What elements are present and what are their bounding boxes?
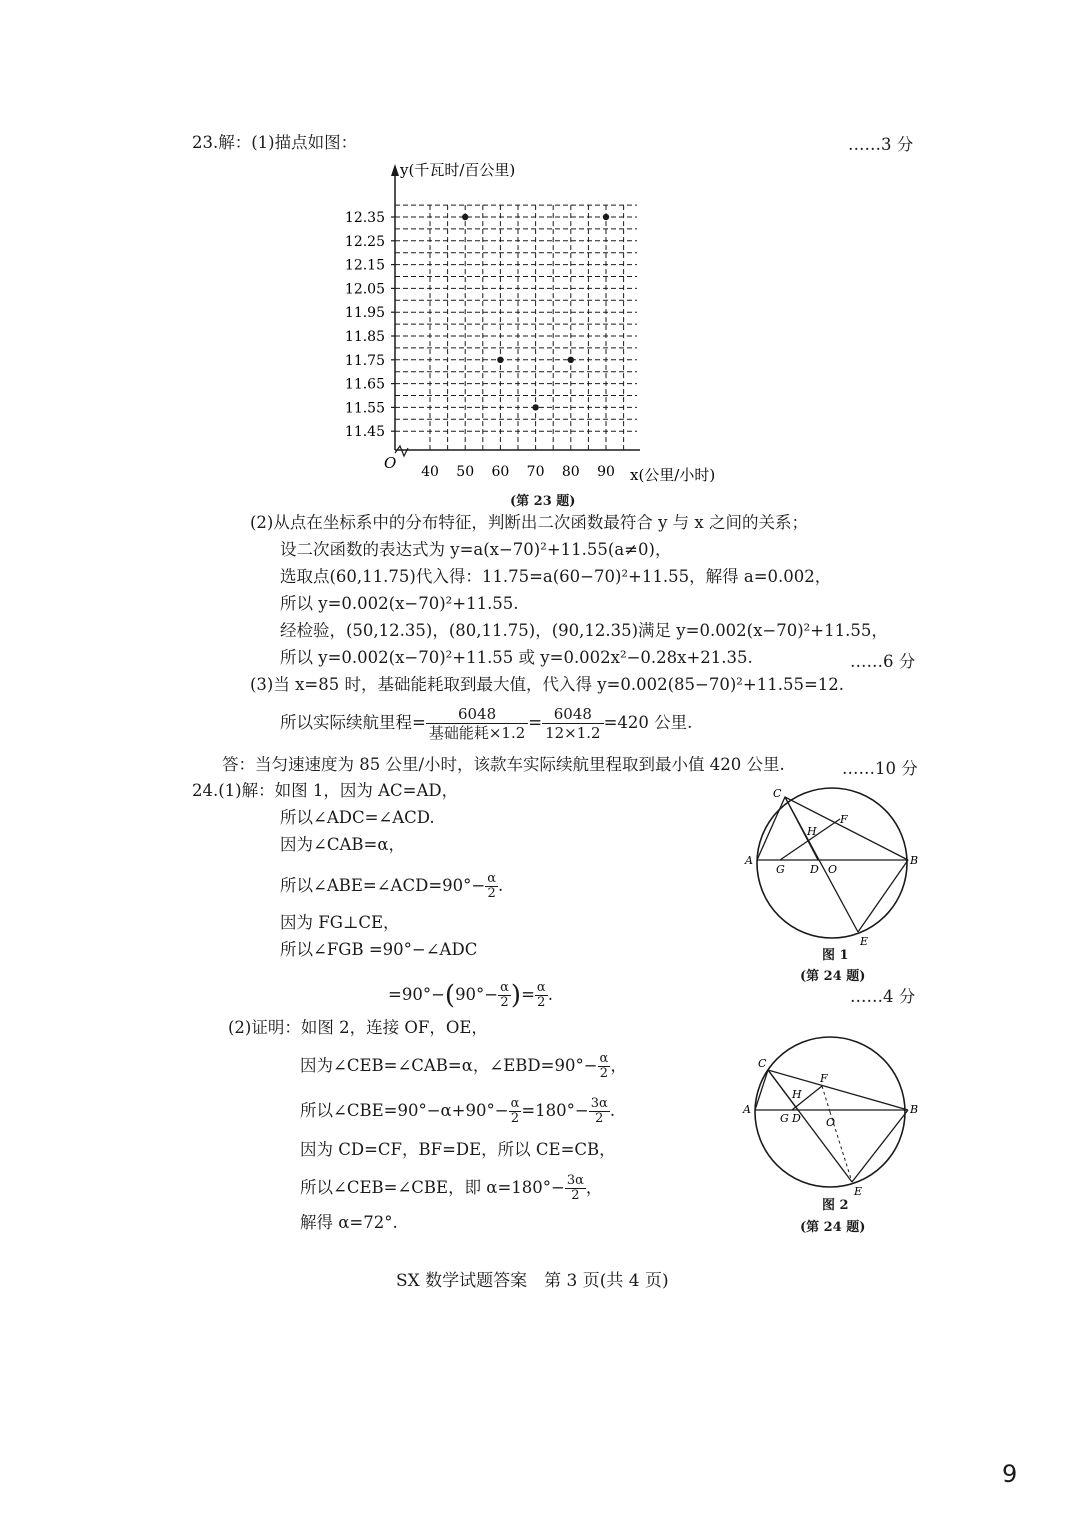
data-point <box>497 357 503 363</box>
fig2-G: G <box>780 1112 789 1125</box>
page-footer: SX 数学试题答案 第 3 页(共 4 页) <box>396 1271 669 1291</box>
q23-answer: 答：当匀速速度为 85 公里/小时，该款车实际续航里程取到最小值 420 公里. <box>222 755 785 774</box>
fig1-D: D <box>810 863 819 876</box>
fig1-H: H <box>807 825 817 838</box>
fig2-label: 图 2 <box>822 1198 849 1213</box>
q23-score-1: ……3 分 <box>848 135 914 154</box>
y-tick-label: 11.55 <box>344 400 385 417</box>
x-tick-label: 60 <box>491 464 510 480</box>
q24-part2-line4: 因为 CD=CF，BF=DE，所以 CE=CB， <box>300 1140 616 1159</box>
q23-figure-caption: (第 23 题) <box>510 494 576 509</box>
q24-part2-line2: 因为∠CEB=∠CAB=α，∠EBD=90°− $\frac{\alpha}{2}$ ， <box>300 1051 627 1081</box>
q24-line5: 因为 FG⊥CE， <box>280 913 400 932</box>
y-tick-label: 11.85 <box>344 329 385 345</box>
q23-scatter-chart <box>340 150 760 520</box>
chart-x-tick-labels <box>421 464 615 480</box>
x-tick-label: 90 <box>597 464 615 480</box>
y-tick-label: 12.15 <box>344 257 385 274</box>
fig2-C: C <box>758 1057 767 1070</box>
q23-part2-line5: 经检验，(50,12.35)，(80,11.75)，(90,12.35)满足 y=0.002(x−70)²+11.55， <box>280 621 888 640</box>
q23-part3-line1: (3)当 x=85 时，基础能耗取到最大值，代入得 y=0.002(85−70)²+11.55=12. <box>250 675 845 694</box>
y-tick-label: 12.25 <box>344 233 385 250</box>
chart-y-axis-label: y(千瓦时/百公里) <box>400 161 516 179</box>
fig2-H: H <box>792 1088 802 1101</box>
q23-heading: 23.解：(1)描点如图： <box>192 133 358 152</box>
q24-line3: 因为∠CAB=α， <box>280 835 405 854</box>
q24-part2-line1: (2)证明：如图 2，连接 OF，OE， <box>228 1018 488 1037</box>
fig2-F: F <box>820 1072 828 1085</box>
fig1-caption: (第 24 题) <box>800 969 866 984</box>
y-tick-label: 11.95 <box>344 305 385 322</box>
page-number: 9 <box>1002 1460 1018 1488</box>
q24-part2-line3: 所以∠CBE=90°−α+90°− $\frac{\alpha}{2}$ =180°− $\frac{3\alpha}{2}$ . <box>300 1096 616 1126</box>
fig1-A: A <box>745 854 753 867</box>
fig2-B: B <box>910 1103 919 1116</box>
q24-line2: 所以∠ADC=∠ACD. <box>280 808 435 827</box>
q24-line4: 所以∠ABE=∠ACD=90°− $\frac{\alpha}{2}$ . <box>280 871 504 901</box>
x-tick-label: 70 <box>526 464 545 480</box>
y-tick-label: 12.35 <box>344 210 385 226</box>
chart-origin: O <box>384 454 397 472</box>
q23-score-2: ……6 分 <box>850 652 916 671</box>
q23-part2-line2: 设二次函数的表达式为 y=a(x−70)²+11.55(a≠0)， <box>280 540 672 559</box>
x-tick-label: 80 <box>561 464 580 480</box>
chart-grid <box>395 205 637 450</box>
q24-score-4: ……4 分 <box>850 987 916 1006</box>
chart-y-tick-labels <box>345 210 385 440</box>
q24-line1: 24.(1)解：如图 1，因为 AC=AD， <box>192 781 459 800</box>
fig2-A: A <box>743 1103 751 1116</box>
data-point <box>532 404 538 410</box>
q23-part2-line3: 选取点(60,11.75)代入得：11.75=a(60−70)²+11.55，解得 a=0.002， <box>280 567 832 586</box>
q23-part3-line2: 所以实际续航里程= $\frac{6048}{\text{基础能耗×1.2}}$ = $\frac{6048}{12\times 1.2}$ =420 公里. <box>280 705 693 742</box>
fig1-G: G <box>776 863 785 876</box>
range-text-pre: 所以实际续航里程= <box>280 713 426 732</box>
q24-line6: 所以∠FGB =90°−∠ADC <box>280 940 478 959</box>
q23-part2-line6: 所以 y=0.002(x−70)²+11.55 或 y=0.002x²−0.28x+21.35. <box>280 648 753 667</box>
fig1-E: E <box>860 935 869 948</box>
fraction-2: $\frac{6048}{12\times 1.2}$ <box>542 705 604 742</box>
fig2-D: D <box>792 1112 801 1125</box>
y-tick-label: 11.75 <box>344 352 385 369</box>
q24-figure-2 <box>740 1030 930 1200</box>
y-tick-label: 11.45 <box>344 424 385 441</box>
q24-line7: =90°−(90°− $\frac{\alpha}{2}$ )= $\frac{\alpha}{2}$ . <box>388 980 553 1011</box>
fig2-O: O <box>826 1116 836 1129</box>
chart-x-axis-label: x(公里/小时) <box>630 466 716 484</box>
fig1-O: O <box>828 863 838 876</box>
data-point <box>603 214 609 220</box>
fraction-1: $\frac{6048}{\text{基础能耗×1.2}}$ <box>426 705 528 742</box>
fig2-E: E <box>854 1185 863 1198</box>
q24-figure-1 <box>740 785 930 955</box>
fig1-F: F <box>840 813 848 826</box>
y-tick-label: 12.05 <box>344 281 385 298</box>
y-tick-label: 11.65 <box>344 376 385 393</box>
q24-part2-line5: 所以∠CEB=∠CBE，即 α=180°− $\frac{3\alpha}{2}$ ， <box>300 1173 603 1203</box>
q23-part2-line1: (2)从点在坐标系中的分布特征，判断出二次函数最符合 y 与 x 之间的关系； <box>250 513 808 532</box>
fig1-C: C <box>773 787 782 800</box>
x-tick-label: 50 <box>456 464 475 480</box>
data-point <box>462 214 468 220</box>
y-axis-arrow-icon <box>391 164 399 176</box>
data-point <box>568 357 574 363</box>
axis-break-icon <box>395 446 408 456</box>
q24-part2-line6: 解得 α=72°. <box>300 1213 398 1232</box>
q23-score-3: ……10 分 <box>842 759 918 778</box>
fig1-label: 图 1 <box>822 948 849 963</box>
fig2-caption: (第 24 题) <box>800 1220 866 1235</box>
fig1-B: B <box>910 854 919 867</box>
q23-part2-line4: 所以 y=0.002(x−70)²+11.55. <box>280 594 519 613</box>
x-tick-label: 40 <box>421 464 439 480</box>
